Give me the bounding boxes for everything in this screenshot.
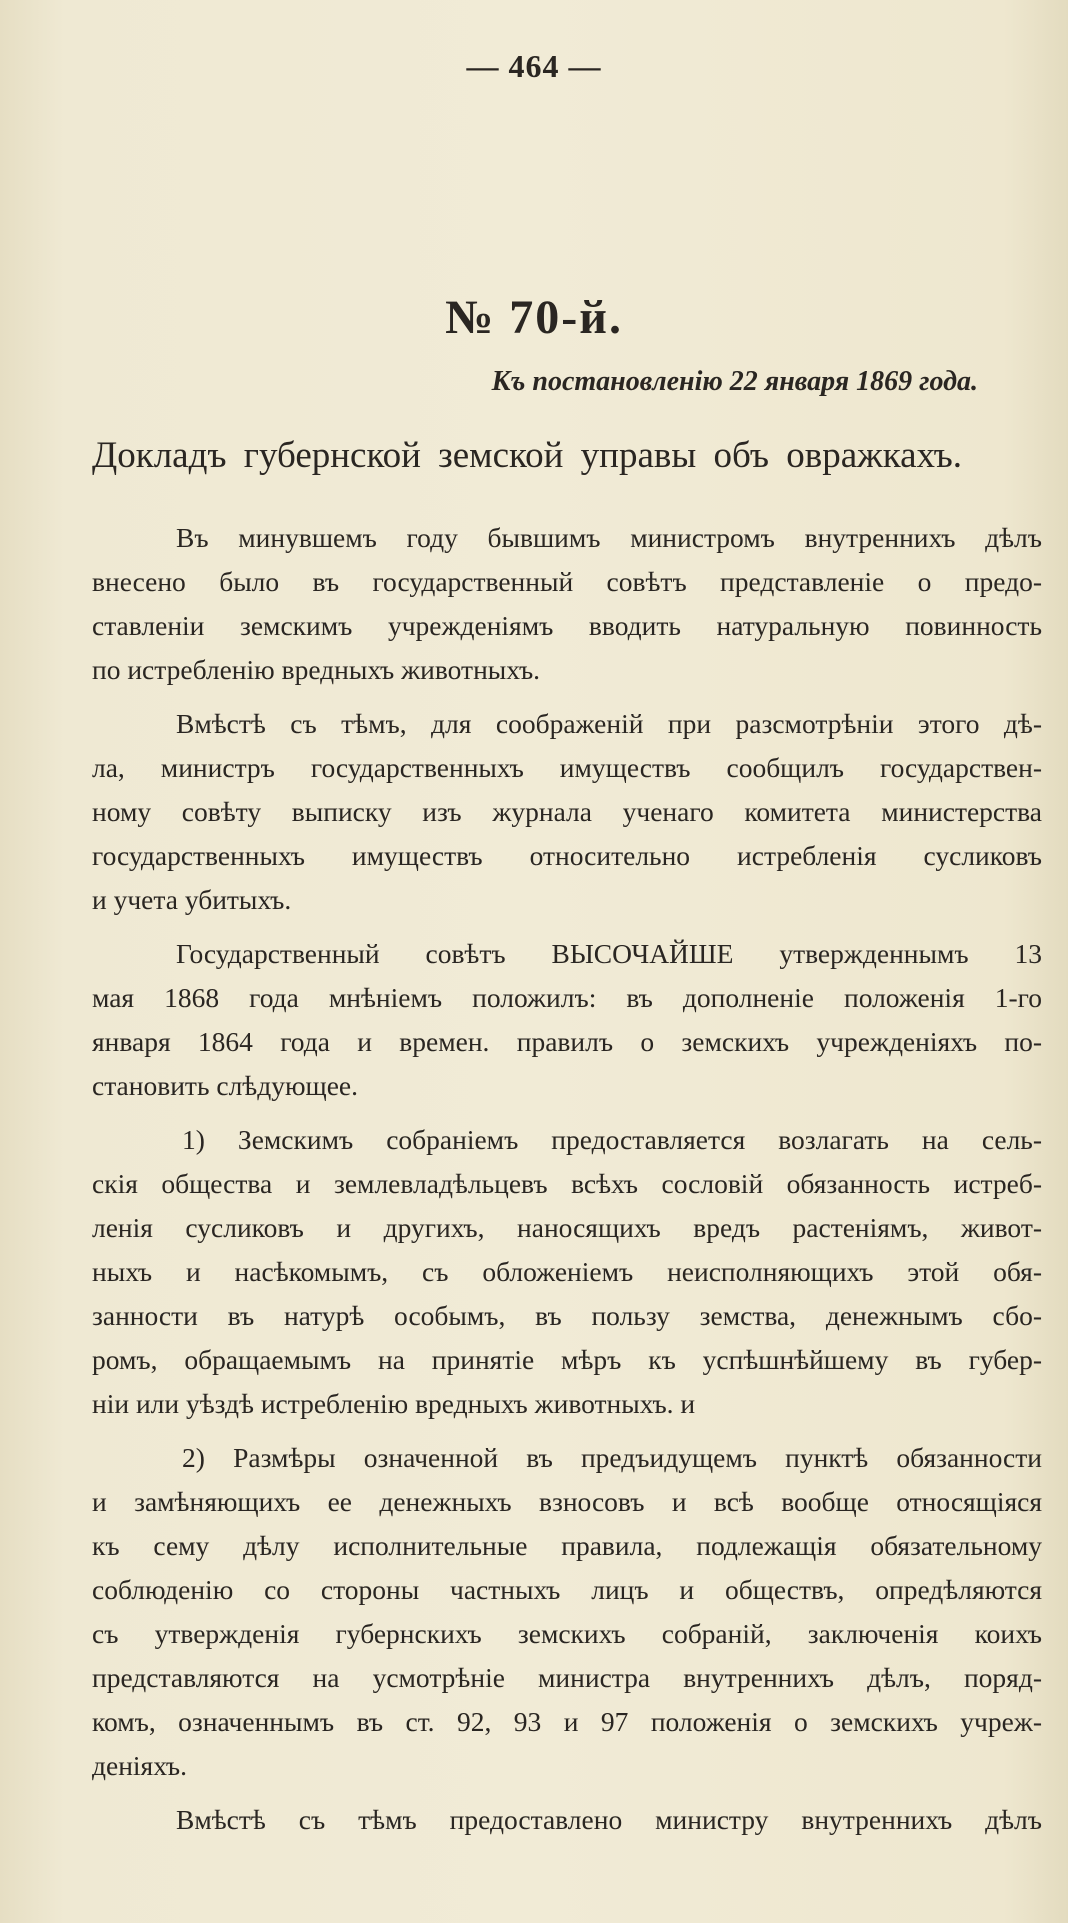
- text-line: ромъ, обращаемымъ на принятіе мѣръ къ успѣшнѣйшему въ губер-: [92, 1344, 1042, 1375]
- document-subtitle: Къ постановленію 22 января 1869 года.: [491, 366, 978, 397]
- text-line: Въ минувшемъ году бывшимъ министромъ внутреннихъ дѣлъ: [176, 522, 1042, 553]
- text-line: комъ, означеннымъ въ ст. 92, 93 и 97 положенія о земскихъ учреж-: [92, 1706, 1042, 1737]
- text-line: внесено было въ государственный совѣтъ представленіе о предо-: [92, 566, 1042, 597]
- text-line: занности въ натурѣ особымъ, въ пользу земства, денежнымъ сбо-: [92, 1300, 1042, 1331]
- text-line: ніи или уѣздѣ истребленію вредныхъ животныхъ. и: [92, 1388, 696, 1419]
- text-line: ставленіи земскимъ учрежденіямъ вводить натуральную повинность: [92, 610, 1042, 641]
- document-number: № 70-й.: [445, 291, 623, 344]
- text-line: ла, министръ государственныхъ имуществъ сообщилъ государствен-: [92, 752, 1042, 783]
- text-line: деніяхъ.: [92, 1750, 188, 1781]
- text-line: Вмѣстѣ съ тѣмъ предоставлено министру внутреннихъ дѣлъ: [176, 1804, 1042, 1835]
- text-line: ному совѣту выписку изъ журнала ученаго комитета министерства: [92, 796, 1042, 827]
- document-title: Докладъ губернской земской управы объ овражкахъ.: [92, 435, 963, 476]
- text-line: соблюденію со стороны частныхъ лицъ и обществъ, опредѣляются: [92, 1574, 1042, 1605]
- text-line: къ сему дѣлу исполнительные правила, подлежащія обязательному: [92, 1530, 1042, 1561]
- text-line: и учета убитыхъ.: [92, 884, 292, 915]
- text-line: государственныхъ имуществъ относительно истребленія сусликовъ: [92, 840, 1042, 871]
- document-body: [92, 516, 1042, 1842]
- text-line: представляются на усмотрѣніе министра внутреннихъ дѣлъ, поряд-: [92, 1662, 1042, 1693]
- text-line: скія общества и землевладѣльцевъ всѣхъ сословій обязанность истреб-: [92, 1168, 1042, 1199]
- text-line: съ утвержденія губернскихъ земскихъ собраній, заключенія коихъ: [92, 1618, 1042, 1649]
- text-line: по истребленію вредныхъ животныхъ.: [92, 654, 541, 685]
- page-number: — 464 —: [466, 48, 602, 84]
- text-line: 2) Размѣры означенной въ предъидущемъ пунктѣ обязанности: [182, 1442, 1042, 1473]
- text-line: 1) Земскимъ собраніемъ предоставляется возлагать на сель-: [182, 1124, 1042, 1155]
- text-line: ныхъ и насѣкомымъ, съ обложеніемъ неисполняющихъ этой обя-: [92, 1256, 1042, 1287]
- text-line: становить слѣдующее.: [92, 1070, 358, 1101]
- text-line: января 1864 года и времен. правилъ о земскихъ учрежденіяхъ по-: [92, 1026, 1042, 1057]
- text-line: ленія сусликовъ и другихъ, наносящихъ вредъ растеніямъ, живот-: [92, 1212, 1042, 1243]
- text-line: Государственный совѣтъ ВЫСОЧАЙШЕ утвержденнымъ 13: [176, 938, 1042, 969]
- text-line: и замѣняющихъ ее денежныхъ взносовъ и всѣ вообще относящіяся: [92, 1486, 1042, 1517]
- text-line: Вмѣстѣ съ тѣмъ, для соображеній при разсмотрѣніи этого дѣ-: [176, 708, 1042, 739]
- text-line: мая 1868 года мнѣніемъ положилъ: въ дополненіе положенія 1-го: [92, 982, 1042, 1013]
